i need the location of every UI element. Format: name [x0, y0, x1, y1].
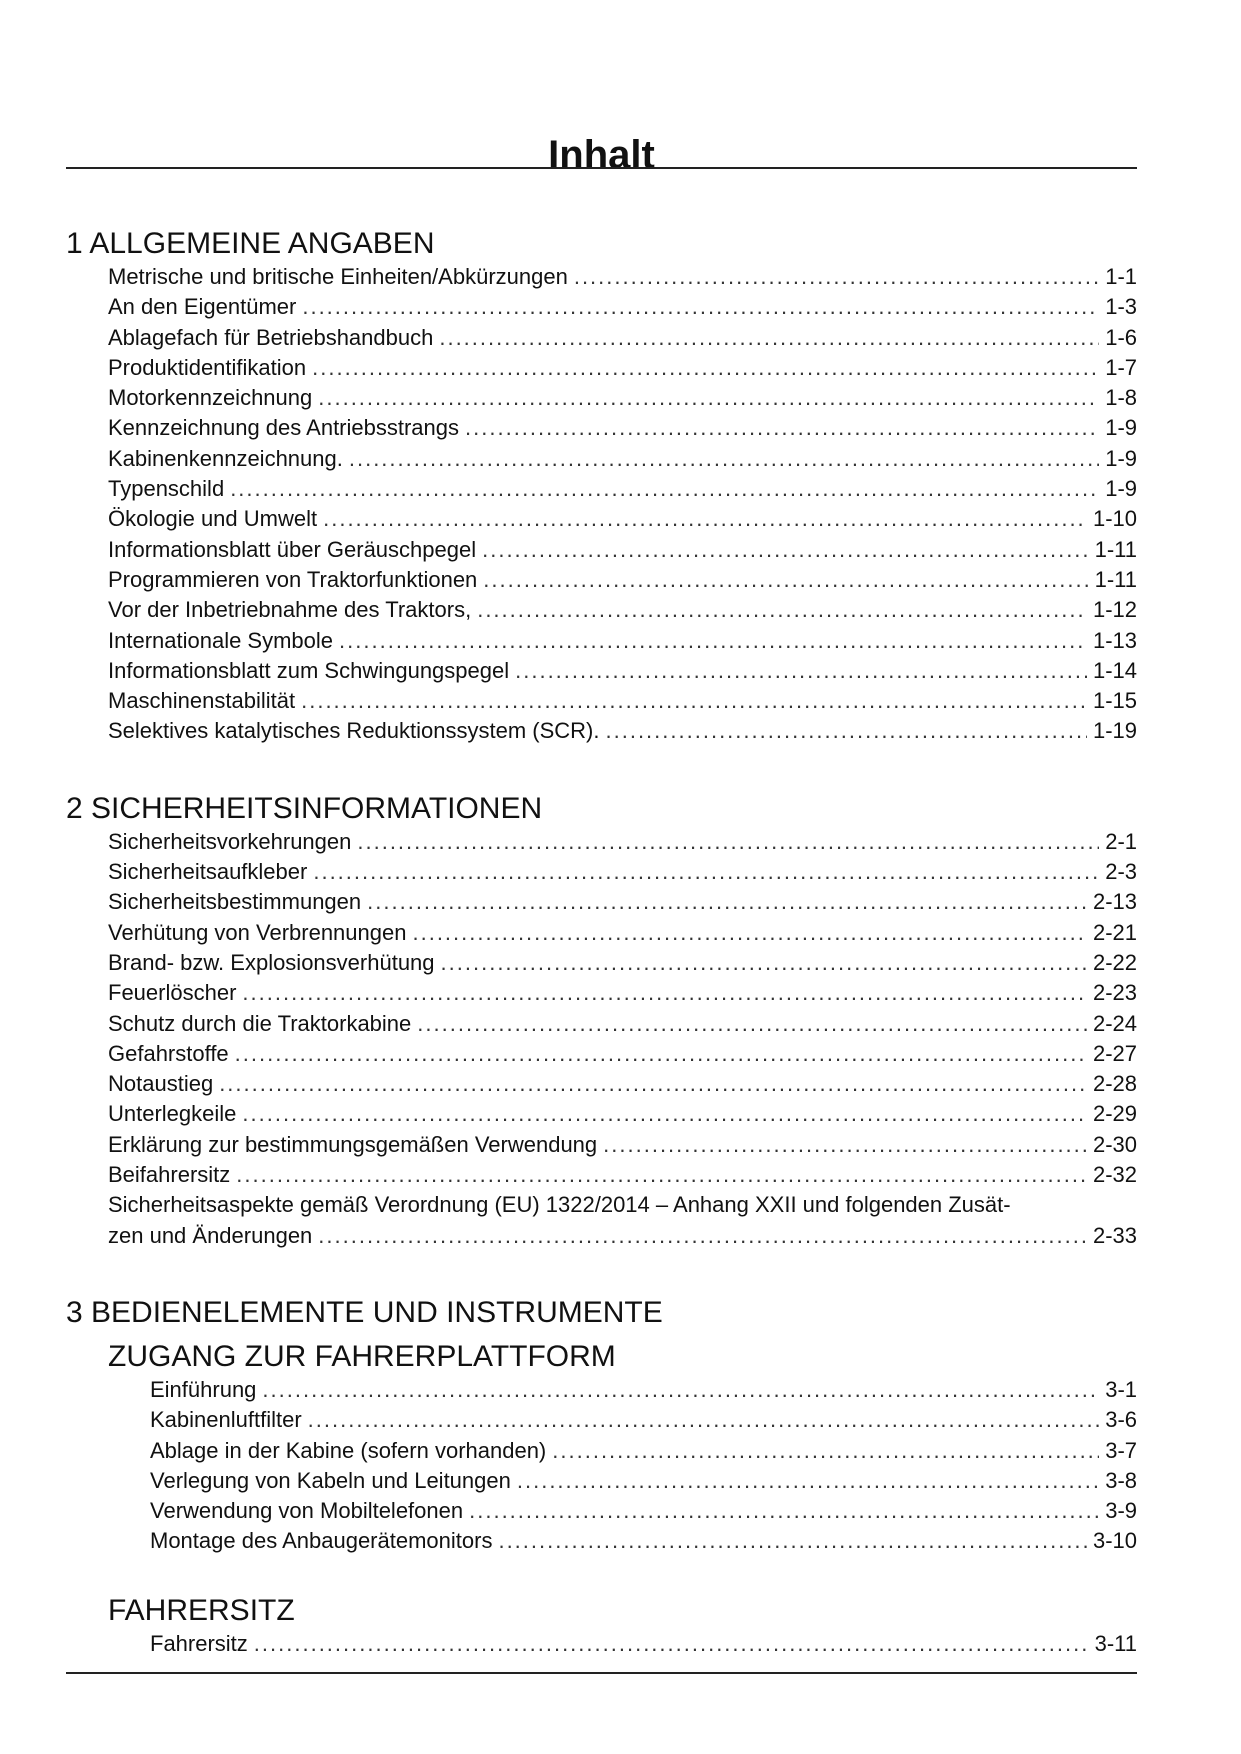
- leader-dots: [318, 1221, 1087, 1251]
- toc-entry-page: 2-30: [1092, 1131, 1137, 1157]
- toc-entry[interactable]: [108, 565, 1137, 595]
- toc-entry[interactable]: [108, 1099, 1137, 1129]
- toc-entry-label: An den Eigentümer: [108, 294, 297, 320]
- toc-entry-page: 1-12: [1092, 597, 1137, 623]
- leader-dots: [242, 978, 1087, 1008]
- toc-entry[interactable]: [108, 353, 1137, 383]
- toc-entry-page: 3-6: [1105, 1407, 1137, 1433]
- toc-entry-label: Verhütung von Verbrennungen: [108, 919, 407, 945]
- subsection-heading: FAHRERSITZ: [108, 1593, 295, 1627]
- leader-dots: [313, 857, 1099, 887]
- leader-dots: [441, 948, 1087, 978]
- toc-entry[interactable]: [108, 292, 1137, 322]
- toc-entry-label: Feuerlöscher: [108, 980, 237, 1006]
- bottom-divider: [66, 1672, 1137, 1674]
- toc-entry-label: Verlegung von Kabeln und Leitungen: [150, 1467, 511, 1493]
- toc-entry-page: 3-8: [1105, 1467, 1137, 1493]
- leader-dots: [417, 1009, 1087, 1039]
- toc-entry-page: 1-15: [1092, 688, 1137, 714]
- toc-entry[interactable]: [108, 948, 1137, 978]
- subsection-2-entries: [150, 1629, 1137, 1659]
- leader-dots: [236, 1160, 1087, 1190]
- leader-dots: [254, 1629, 1089, 1659]
- leader-dots: [552, 1436, 1099, 1466]
- toc-entry-label: Brand- bzw. Explosionsverhütung: [108, 949, 435, 975]
- toc-entry[interactable]: [108, 1039, 1137, 1069]
- toc-entry-page: 1-11: [1094, 566, 1137, 592]
- toc-entry[interactable]: [108, 1009, 1137, 1039]
- toc-entry-page: 2-1: [1105, 828, 1137, 854]
- toc-entry-page: 2-29: [1092, 1101, 1137, 1127]
- toc-entry-label: Motorkennzeichnung: [108, 385, 313, 411]
- toc-entry-page: 2-27: [1092, 1040, 1137, 1066]
- toc-entry-page: 2-23: [1092, 980, 1137, 1006]
- leader-dots: [312, 353, 1099, 383]
- toc-entry-label: Einführung: [150, 1376, 257, 1402]
- leader-dots: [469, 1496, 1099, 1526]
- toc-entry[interactable]: [108, 1069, 1137, 1099]
- toc-entry-label: Unterlegkeile: [108, 1101, 237, 1127]
- toc-entry-label: Metrische und britische Einheiten/Abkürzungen: [108, 264, 568, 289]
- leader-dots: [230, 474, 1099, 504]
- subsection-heading: ZUGANG ZUR FAHRERPLATTFORM: [108, 1339, 616, 1373]
- toc-entry-page: 1-11: [1094, 536, 1137, 562]
- page-title: Inhalt: [548, 132, 655, 177]
- leader-dots: [323, 504, 1087, 534]
- toc-entry-label: Montage des Anbaugerätemonitors: [150, 1528, 493, 1554]
- toc-entry[interactable]: [150, 1496, 1137, 1526]
- toc-entry-label: Programmieren von Traktorfunktionen: [108, 566, 478, 592]
- toc-entry-label: Notaustieg: [108, 1071, 214, 1097]
- toc-entry-label: Beifahrersitz: [108, 1162, 231, 1188]
- toc-entry-label: Sicherheitsbestimmungen: [108, 889, 362, 915]
- toc-entry-page: 2-13: [1092, 889, 1137, 915]
- leader-dots: [465, 413, 1099, 443]
- toc-entry-page: 1-13: [1092, 627, 1137, 653]
- toc-entry[interactable]: [108, 918, 1137, 948]
- toc-entry-page: 2-28: [1092, 1071, 1137, 1097]
- toc-page: [66, 0, 1137, 1754]
- leader-dots: [349, 444, 1099, 474]
- toc-entry-page: 1-6: [1105, 324, 1137, 350]
- chapter-1-heading: 1 ALLGEMEINE ANGABEN: [66, 227, 435, 260]
- toc-entry-label: Informationsblatt zum Schwingungspegel: [108, 657, 510, 683]
- toc-entry[interactable]: [108, 827, 1137, 857]
- toc-entry-line2: [108, 1221, 1137, 1251]
- toc-entry-label: Kennzeichnung des Antriebsstrangs: [108, 415, 460, 441]
- toc-entry-label: Typenschild: [108, 476, 225, 502]
- leader-dots: [439, 323, 1099, 353]
- leader-dots: [242, 1099, 1087, 1129]
- leader-dots: [302, 292, 1099, 322]
- chapter-3-heading: 3 BEDIENELEMENTE UND INSTRUMENTE: [66, 1295, 663, 1329]
- leader-dots: [603, 1130, 1087, 1160]
- toc-entry-label: Verwendung von Mobiltelefonen: [150, 1498, 464, 1524]
- leader-dots: [517, 1466, 1099, 1496]
- toc-entry-label: Gefahrstoffe: [108, 1040, 229, 1066]
- toc-entry-label: Ablage in der Kabine (sofern vorhanden): [150, 1437, 547, 1463]
- subsection-1-entries: [150, 1375, 1137, 1557]
- toc-entry[interactable]: [108, 413, 1137, 443]
- leader-dots: [498, 1526, 1087, 1556]
- top-divider: [66, 167, 1137, 169]
- leader-dots: [219, 1069, 1087, 1099]
- leader-dots: [235, 1039, 1087, 1069]
- toc-entry-label: Sicherheitsvorkehrungen: [108, 828, 352, 854]
- toc-entry[interactable]: [108, 383, 1137, 413]
- toc-entry[interactable]: [108, 504, 1137, 534]
- leader-dots: [606, 716, 1087, 746]
- toc-entry-label: Fahrersitz: [150, 1630, 248, 1656]
- table-of-contents: [66, 226, 1137, 1659]
- toc-entry-page: 1-8: [1105, 385, 1137, 411]
- toc-entry-label-line1: Sicherheitsaspekte gemäß Verordnung (EU) 1322/2014 – Anhang XXII und folgenden Zusät-: [108, 1192, 1011, 1218]
- toc-entry-page: 3-10: [1092, 1528, 1137, 1554]
- toc-entry-page: 2-22: [1092, 949, 1137, 975]
- toc-entry-label: Erklärung zur bestimmungsgemäßen Verwendung: [108, 1131, 598, 1157]
- toc-entry-page: 3-7: [1105, 1437, 1137, 1463]
- toc-entry-wrapped[interactable]: [108, 1190, 1137, 1251]
- toc-entry-label: Kabinenluftfilter: [150, 1407, 302, 1433]
- chapter-2-heading: 2 SICHERHEITSINFORMATIONEN: [66, 791, 543, 825]
- toc-entry-page: 1-19: [1092, 718, 1137, 744]
- chapter-2-entries: [108, 827, 1137, 1251]
- toc-entry-label: Kabinenkennzeichnung.: [108, 445, 343, 471]
- toc-entry[interactable]: [108, 474, 1137, 504]
- toc-entry[interactable]: [150, 1436, 1137, 1466]
- toc-entry-page: 2-32: [1092, 1162, 1137, 1188]
- toc-entry-page: 1-3: [1105, 294, 1137, 320]
- toc-entry[interactable]: [150, 1466, 1137, 1496]
- toc-entry[interactable]: [150, 1526, 1137, 1556]
- toc-entry-page: 3-11: [1094, 1630, 1137, 1656]
- toc-entry-label: Vor der Inbetriebnahme des Traktors,: [108, 597, 472, 623]
- toc-entry[interactable]: [108, 978, 1137, 1008]
- leader-dots: [318, 383, 1099, 413]
- toc-entry[interactable]: [108, 716, 1137, 746]
- leader-dots: [574, 262, 1099, 292]
- toc-entry-page: 2-3: [1105, 859, 1137, 885]
- toc-entry[interactable]: [108, 686, 1137, 716]
- toc-entry-page: 2-24: [1092, 1010, 1137, 1036]
- toc-entry[interactable]: [108, 656, 1137, 686]
- toc-entry[interactable]: [108, 323, 1137, 353]
- toc-entry[interactable]: [108, 262, 1137, 292]
- toc-entry-label: Sicherheitsaufkleber: [108, 859, 308, 885]
- leader-dots: [357, 827, 1099, 857]
- leader-dots: [339, 626, 1087, 656]
- toc-entry[interactable]: [150, 1405, 1137, 1435]
- toc-entry-label: Selektives katalytisches Reduktionssystem (SCR).: [108, 718, 600, 744]
- toc-entry[interactable]: [108, 535, 1137, 565]
- toc-entry-label: Produktidentifikation: [108, 354, 307, 380]
- leader-dots: [515, 656, 1087, 686]
- toc-entry-page: 3-9: [1105, 1498, 1137, 1524]
- leader-dots: [308, 1405, 1100, 1435]
- toc-entry-label: Informationsblatt über Geräuschpegel: [108, 536, 477, 562]
- toc-entry[interactable]: [150, 1629, 1137, 1659]
- toc-entry-page: 1-14: [1092, 657, 1137, 683]
- toc-entry-label: Ökologie und Umwelt: [108, 506, 318, 532]
- leader-dots: [412, 918, 1086, 948]
- toc-entry-page: 1-9: [1105, 476, 1137, 502]
- leader-dots: [482, 535, 1088, 565]
- toc-entry-page: 1-10: [1092, 506, 1137, 532]
- toc-entry-page: 2-21: [1092, 919, 1137, 945]
- toc-entry-label: Maschinenstabilität: [108, 688, 296, 714]
- toc-entry-label: Internationale Symbole: [108, 627, 334, 653]
- toc-entry-label: Schutz durch die Traktorkabine: [108, 1010, 412, 1036]
- toc-entry[interactable]: [108, 1160, 1137, 1190]
- leader-dots: [262, 1375, 1099, 1405]
- toc-entry-page: 1-7: [1105, 354, 1137, 380]
- toc-entry-page: 1-1: [1105, 264, 1137, 289]
- toc-entry[interactable]: [150, 1375, 1137, 1405]
- chapter-1-entries: [108, 262, 1137, 747]
- leader-dots: [301, 686, 1087, 716]
- toc-entry[interactable]: [108, 887, 1137, 917]
- toc-entry-page: 2-33: [1092, 1222, 1137, 1248]
- toc-entry-page: 1-9: [1105, 445, 1137, 471]
- toc-entry[interactable]: [108, 626, 1137, 656]
- toc-entry[interactable]: [108, 595, 1137, 625]
- toc-entry[interactable]: [108, 444, 1137, 474]
- leader-dots: [483, 565, 1088, 595]
- toc-entry[interactable]: [108, 857, 1137, 887]
- leader-dots: [477, 595, 1087, 625]
- toc-entry-page: 1-9: [1105, 415, 1137, 441]
- toc-entry-label: Ablagefach für Betriebshandbuch: [108, 324, 434, 350]
- leader-dots: [367, 887, 1087, 917]
- toc-entry[interactable]: [108, 1130, 1137, 1160]
- toc-entry-page: 3-1: [1105, 1376, 1137, 1402]
- toc-entry-label-line2: zen und Änderungen: [108, 1222, 313, 1248]
